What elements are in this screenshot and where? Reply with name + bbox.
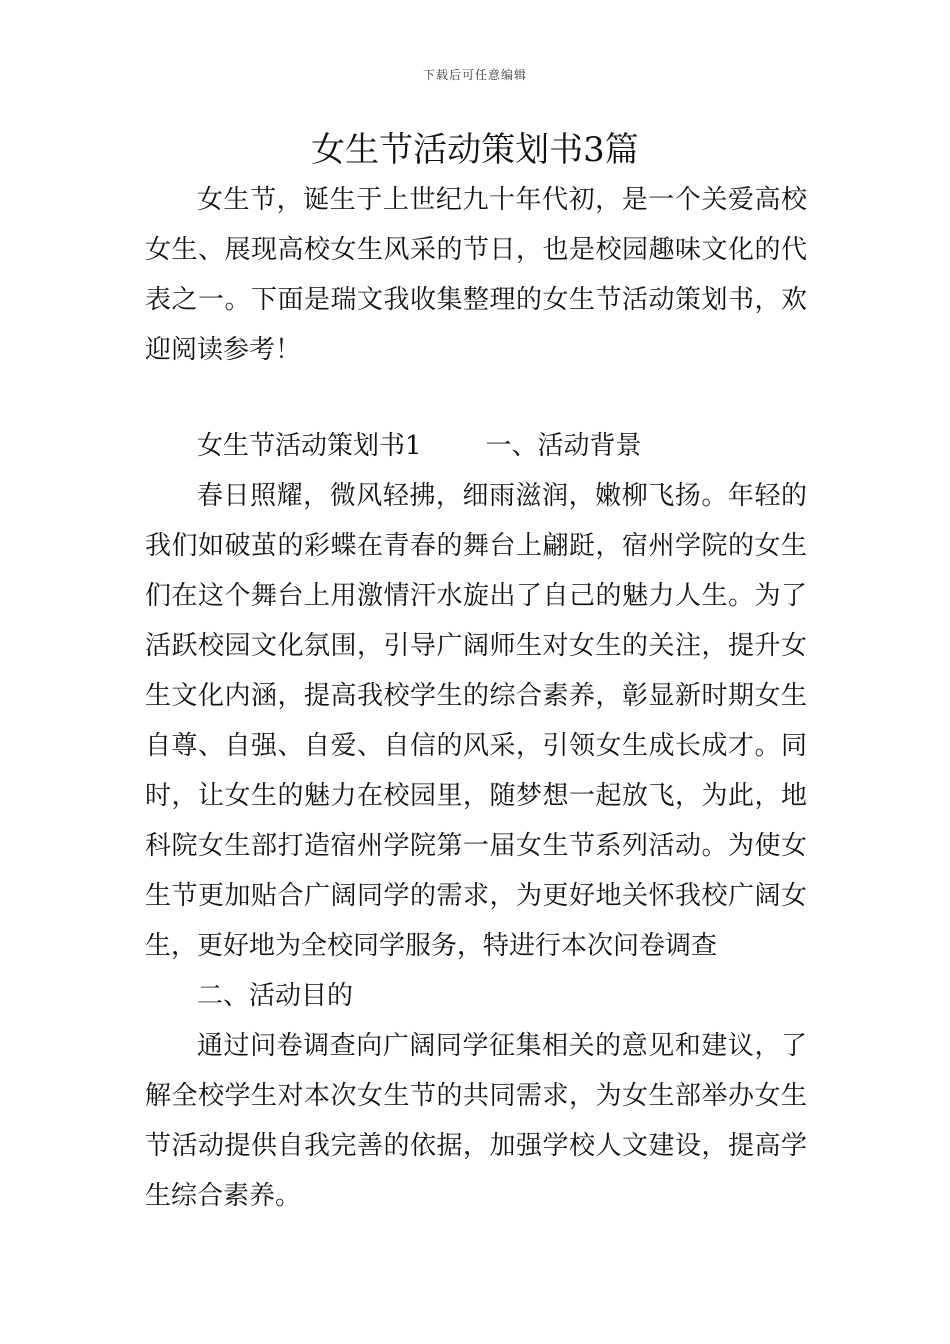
section-label: 女生节活动策划书1 (197, 431, 422, 461)
document-title: 女生节活动策划书3篇 (311, 130, 639, 170)
intro-paragraph: 女生节，诞生于上世纪九十年代初，是一个关爱高校女生、展现高校女生风采的节日，也是校园趣味文化的代表之一。下面是瑞文我收集整理的女生节活动策划书，欢迎阅读参考！ (145, 185, 807, 365)
purpose-paragraph: 通过问卷调查向广阔同学征集相关的意见和建议，了解全校学生对本次女生节的共同需求，为女生部举办女生节活动提供自我完善的依据，加强学校人文建设，提高学生综合素养。 (145, 1031, 807, 1211)
document-body (145, 175, 807, 1221)
paragraph-gap (145, 375, 807, 421)
section-heading-background: 一、活动背景 (485, 431, 642, 461)
section-heading-purpose: 二、活动目的 (197, 981, 354, 1011)
background-paragraph: 春日照耀，微风轻拂，细雨滋润，嫩柳飞扬。年轻的我们如破茧的彩蝶在青春的舞台上翩跹，宿州学院的女生们在这个舞台上用激情汗水旋出了自己的魅力人生。为了活跃校园文化氛围，引导广阔师生对女生的关注，提升女生文化内涵，提高我校学生的综合素养，彰显新时期女生自尊、自强、自爱、自信的风采，引领女生成长成才。同时，让女生的魅力在校园里，随梦想一起放飞，为此，地科院女生部打造宿州学院第一届女生节系列活动。为使女生节更加贴合广阔同学的需求，为更好地关怀我校广阔女生，更好地为全校同学服务，特进行本次问卷调查 (145, 481, 807, 961)
header-note: 下载后可任意编辑 (422, 68, 527, 82)
section-heading-line (145, 421, 807, 471)
